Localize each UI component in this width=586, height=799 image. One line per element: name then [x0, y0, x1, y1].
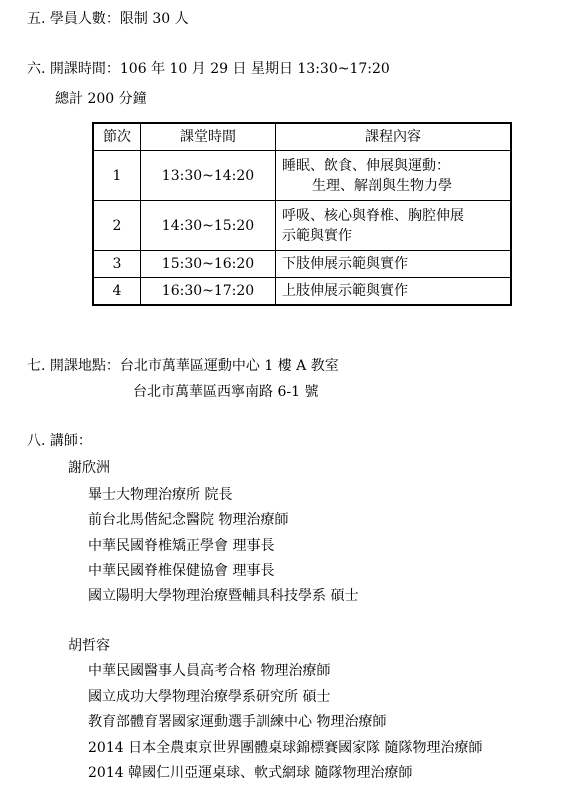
table-row: [93, 151, 511, 201]
table-row: [93, 278, 511, 306]
instructor-credential: 2014 韓國仁川亞運桌球、軟式網球 隨隊物理治療師: [88, 765, 413, 781]
session-number: 4: [93, 278, 141, 306]
session-content-line: 呼吸、核心與脊椎、胸腔伸展: [282, 207, 464, 224]
section-7-location: 七. 開課地點：台北市萬華區運動中心 1 樓 A 教室: [27, 358, 339, 374]
total-duration: 總計 200 分鐘: [55, 91, 147, 107]
instructor-credential: 中華民國脊椎保健協會 理事長: [88, 563, 275, 579]
session-time: 15:30~16:20: [141, 251, 276, 278]
instructor-name: 謝欣洲: [68, 460, 110, 476]
session-content: 下肢伸展示範與實作: [276, 251, 512, 278]
instructor-credential: 國立陽明大學物理治療暨輔具科技學系 碩士: [88, 588, 359, 604]
instructor-credential: 中華民國脊椎矯正學會 理事長: [88, 538, 275, 554]
instructor-name: 胡哲容: [68, 638, 110, 654]
session-content-line: 睡眠、飲食、伸展與運動：: [282, 157, 450, 174]
section-6-schedule-title: 六. 開課時間：106 年 10 月 29 日 星期日 13:30~17:20: [27, 61, 390, 77]
instructor-credential: 2014 日本全農東京世界團體桌球錦標賽國家隊 隨隊物理治療師: [88, 740, 483, 756]
session-time: 14:30~15:20: [141, 201, 276, 251]
instructor-credential: 國立成功大學物理治療學系研究所 碩士: [88, 689, 331, 705]
header-time: 課堂時間: [141, 123, 276, 151]
location-address: 台北市萬華區西寧南路 6-1 號: [133, 384, 319, 400]
schedule-table: [92, 122, 512, 306]
session-time: 13:30~14:20: [141, 151, 276, 201]
instructor-credential: 中華民國醫事人員高考合格 物理治療師: [88, 663, 331, 679]
session-number: 1: [93, 151, 141, 201]
table-row: [93, 201, 511, 251]
table-row: [93, 251, 511, 278]
header-session: 節次: [93, 123, 141, 151]
section-8-instructors: 八. 講師：: [27, 433, 92, 449]
instructor-credential: 前台北馬偕紀念醫院 物理治療師: [88, 512, 289, 528]
instructor-credential: 教育部體育署國家運動選手訓練中心 物理治療師: [88, 714, 387, 730]
session-time: 16:30~17:20: [141, 278, 276, 306]
session-content: [276, 151, 512, 201]
session-content-line: 示範與實作: [282, 227, 352, 244]
session-content: [276, 201, 512, 251]
schedule-header-row: [93, 123, 511, 151]
session-number: 2: [93, 201, 141, 251]
session-content-line: 生理、解剖與生物力學: [312, 177, 452, 194]
header-content: 課程內容: [276, 123, 512, 151]
session-content: 上肢伸展示範與實作: [276, 278, 512, 306]
section-5-enrollment: 五. 學員人數：限制 30 人: [27, 11, 189, 27]
instructor-credential: 畢士大物理治療所 院長: [88, 487, 233, 503]
session-number: 3: [93, 251, 141, 278]
